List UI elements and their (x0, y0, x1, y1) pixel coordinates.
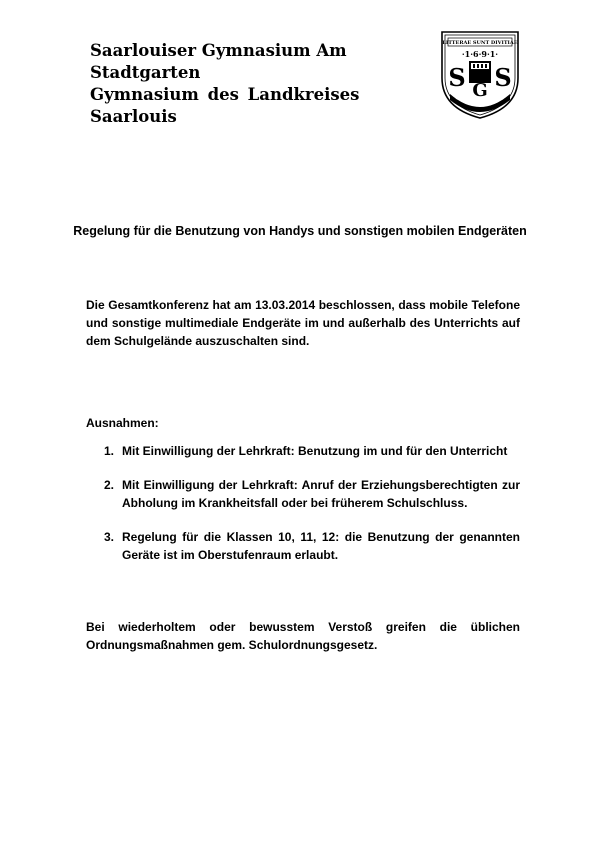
crest-letter-right: S (494, 63, 512, 92)
school-header (90, 40, 420, 128)
list-item-text: Mit Einwilligung der Lehrkraft: Benutzung im und für den Unterricht (122, 444, 508, 458)
crest-year: ·1·6·9·1· (461, 49, 499, 59)
list-item (86, 442, 520, 460)
list-item-number: 1. (104, 444, 115, 458)
closing-paragraph: Bei wiederholtem oder bewusstem Verstoß greifen die üblichen Ordnungsmaßnahmen gem. Schulordnungsgesetz. (86, 620, 520, 652)
crest-letter-left: S (448, 63, 466, 92)
exceptions-list (86, 442, 520, 580)
list-item (86, 476, 520, 512)
list-item (86, 528, 520, 564)
crest-city: SAARLOUIS (453, 91, 507, 109)
school-name: Saarlouiser Gymnasium Am Stadtgarten (90, 41, 347, 82)
list-item-number: 2. (104, 478, 115, 492)
crest-letter-center: G (472, 80, 488, 101)
list-item-number: 3. (104, 530, 115, 544)
school-crest-logo (440, 30, 520, 120)
school-district: Gymnasium des Landkreises Saarlouis (90, 85, 360, 126)
list-item-text: Mit Einwilligung der Lehrkraft: Anruf der Erziehungsberechtigten zur Abholung im Krankheitsfall oder bei früherem Schulschluss. (122, 478, 520, 510)
intro-paragraph: Die Gesamtkonferenz hat am 13.03.2014 beschlossen, dass mobile Telefone und sonstige multimediale Endgeräte im und außerhalb des Unterrichts auf dem Schulgelände auszuschalten sind. (86, 298, 520, 348)
crest-motto: LITTERAE SUNT DIVITIAE (442, 40, 518, 46)
exceptions-heading: Ausnahmen: (86, 416, 159, 430)
document-title: Regelung für die Benutzung von Handys und sonstigen mobilen Endgeräten (73, 224, 527, 238)
list-item-text: Regelung für die Klassen 10, 11, 12: die Benutzung der genannten Geräte ist im Oberstufenraum erlaubt. (122, 530, 520, 562)
